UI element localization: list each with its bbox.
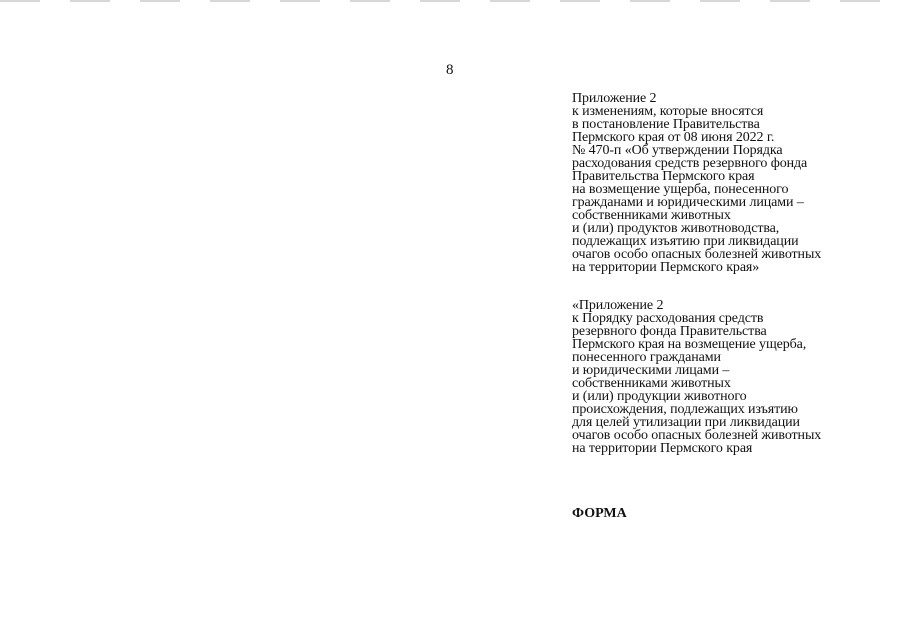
annex-line: для целей утилизации при ликвидации <box>572 415 800 430</box>
annex-line: к Порядку расходования средств <box>572 311 764 326</box>
annex-line: собственниками животных <box>572 376 731 391</box>
annex-line: № 470-п «Об утверждении Порядка <box>572 143 783 158</box>
annex-line: на территории Пермского края <box>572 441 753 456</box>
annex-line: Правительства Пермского края <box>572 169 755 184</box>
annex-line: гражданами и юридическими лицами – <box>572 195 804 210</box>
annex-line: понесенного гражданами <box>572 350 721 365</box>
annex-line: очагов особо опасных болезней животных <box>572 428 822 443</box>
page-number: 8 <box>446 62 454 78</box>
annex-line: на возмещение ущерба, понесенного <box>572 182 789 197</box>
annex-line: на территории Пермского края» <box>572 260 760 275</box>
annex-line: и (или) продукции животного <box>572 389 747 404</box>
annex-line: очагов особо опасных болезней животных <box>572 247 822 262</box>
annex-line: подлежащих изъятию при ликвидации <box>572 234 799 249</box>
annex-line: к изменениям, которые вносятся <box>572 104 764 119</box>
annex-line: в постановление Правительства <box>572 117 760 132</box>
annex-header-block-1 <box>572 92 902 274</box>
annex-line: Приложение 2 <box>572 91 657 106</box>
annex-line: и юридическими лицами – <box>572 363 730 378</box>
annex-line: и (или) продуктов животноводства, <box>572 221 780 236</box>
form-title: ФОРМА <box>572 506 627 521</box>
annex-header-block-2 <box>572 299 902 455</box>
annex-line: Пермского края от 08 июня 2022 г. <box>572 130 775 145</box>
annex-line: расходования средств резервного фонда <box>572 156 808 171</box>
annex-line: собственниками животных <box>572 208 731 223</box>
annex-line: «Приложение 2 <box>572 298 664 313</box>
scan-top-edge <box>0 0 907 2</box>
annex-line: происхождения, подлежащих изъятию <box>572 402 798 417</box>
annex-line: резервного фонда Правительства <box>572 324 767 339</box>
annex-line: Пермского края на возмещение ущерба, <box>572 337 807 352</box>
